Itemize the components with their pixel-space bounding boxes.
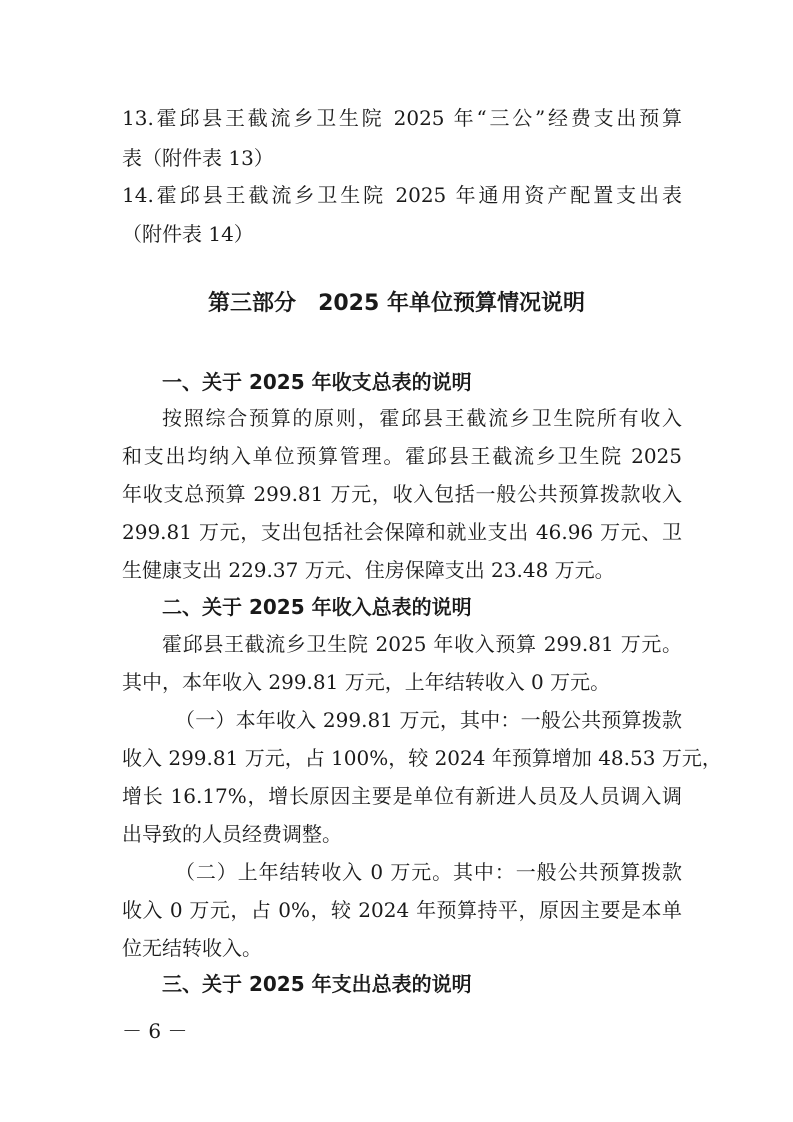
- section-2-heading: 二、关于 2025 年收入总表的说明: [162, 595, 472, 619]
- part-title: [0, 286, 793, 322]
- section-2-para-2-line-3: 位无结转收入。: [122, 936, 262, 960]
- part-title-text: 2025 年单位预算情况说明: [318, 291, 585, 316]
- section-2-para-2-line-2: 收入 0 万元，占 0%，较 2024 年预算持平，原因主要是本单: [122, 898, 682, 922]
- section-2-para-1-line-1: （一）本年收入 299.81 万元，其中：一般公共预算拨款: [175, 708, 682, 732]
- section-3-heading: 三、关于 2025 年支出总表的说明: [162, 972, 472, 996]
- section-2-para-1-line-2: 收入 299.81 万元，占 100%，较 2024 年预算增加 48.53 万元，: [122, 746, 722, 770]
- part-title-part: 第三部分: [208, 291, 297, 316]
- section-2-para-1-line-3: 增长 16.17%，增长原因主要是单位有新进人员及人员调入调: [122, 784, 682, 808]
- section-2-intro-line-2: 其中，本年收入 299.81 万元，上年结转收入 0 万元。: [122, 670, 611, 694]
- attachment-item-14-line-1: 14.霍邱县王截流乡卫生院 2025 年通用资产配置支出表: [122, 183, 682, 207]
- attachment-item-13-line-2: 表（附件表 13）: [122, 146, 274, 170]
- section-2-para-2-line-1: （二）上年结转收入 0 万元。其中：一般公共预算拨款: [175, 860, 682, 884]
- section-2-para-1-line-4: 出导致的人员经费调整。: [122, 822, 342, 846]
- section-1-line-1: 按照综合预算的原则，霍邱县王截流乡卫生院所有收入: [162, 406, 682, 430]
- section-1-line-4: 299.81 万元，支出包括社会保障和就业支出 46.96 万元、卫: [122, 520, 682, 544]
- section-2-intro-line-1: 霍邱县王截流乡卫生院 2025 年收入预算 299.81 万元。: [162, 632, 682, 656]
- section-1-line-2: 和支出均纳入单位预算管理。霍邱县王截流乡卫生院 2025: [122, 444, 682, 468]
- section-1-line-5: 生健康支出 229.37 万元、住房保障支出 23.48 万元。: [122, 558, 615, 582]
- section-1-heading: 一、关于 2025 年收支总表的说明: [162, 370, 472, 394]
- attachment-item-14-line-2: （附件表 14）: [122, 222, 254, 246]
- page-number: － 6 －: [122, 1019, 188, 1043]
- section-1-line-3: 年收支总预算 299.81 万元，收入包括一般公共预算拨款收入: [122, 482, 682, 506]
- attachment-item-13-line-1: 13.霍邱县王截流乡卫生院 2025 年“三公”经费支出预算: [122, 106, 682, 130]
